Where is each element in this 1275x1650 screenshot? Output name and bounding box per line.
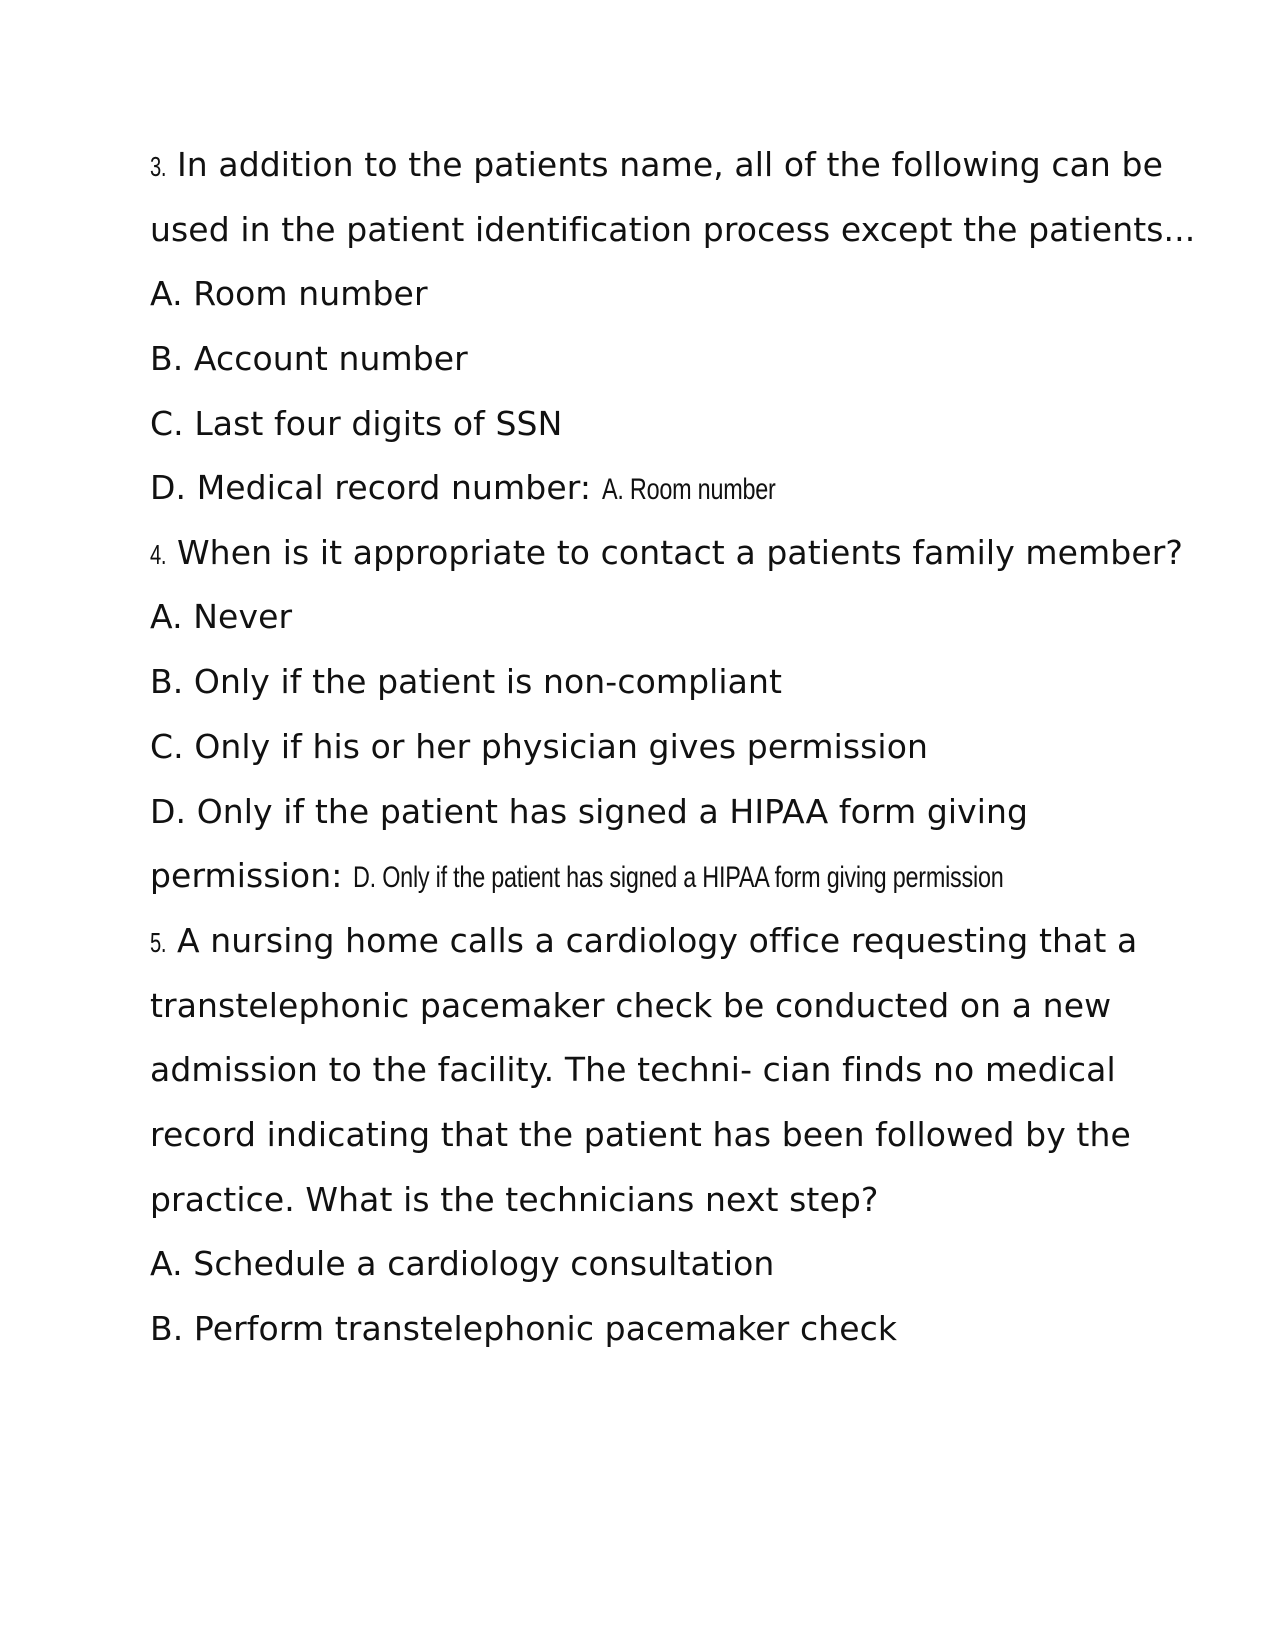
question-3-line-1 (150, 145, 1163, 187)
question-4-answer: D. Only if the patient has signed a HIPAA form giving permission (353, 861, 1004, 894)
question-3-line-2: used in the patient identification process except the patients... (150, 210, 1196, 249)
question-3-option-d: D. Medical record number: (150, 468, 592, 507)
question-4-option-d-cont-row (150, 856, 1187, 898)
question-3-answer: A. Room number (601, 473, 776, 506)
question-4-option-c: C. Only if his or her physician gives permission (150, 727, 928, 766)
question-5-line-1 (150, 921, 1137, 963)
question-4-text: When is it appropriate to contact a patients family member? (176, 533, 1184, 572)
question-3-text: In addition to the patients name, all of the following can be (176, 145, 1163, 184)
question-5-option-b: B. Perform transtelephonic pacemaker check (150, 1309, 898, 1348)
question-4-number: 4. (150, 539, 167, 570)
question-4-option-d-cont: permission: (150, 856, 343, 895)
question-5-line-2: transtelephonic pacemaker check be conducted on a new (150, 986, 1112, 1025)
question-5-number: 5. (150, 927, 167, 958)
question-4-option-b: B. Only if the patient is non-compliant (150, 662, 783, 701)
question-5-line-3: admission to the facility. The techni- cian finds no medical (150, 1050, 1116, 1089)
question-5-line-5: practice. What is the technicians next step? (150, 1180, 879, 1219)
question-4-option-d: D. Only if the patient has signed a HIPAA form giving (150, 792, 1029, 831)
question-5-line-4: record indicating that the patient has been followed by the (150, 1115, 1131, 1154)
question-3-option-b: B. Account number (150, 339, 468, 378)
question-3-option-d-row (150, 468, 824, 510)
question-4-option-a: A. Never (150, 597, 293, 636)
question-5-text: A nursing home calls a cardiology office requesting that a (176, 921, 1138, 960)
question-3-option-a: A. Room number (150, 274, 428, 313)
question-3-number: 3. (150, 151, 167, 182)
question-3-option-c: C. Last four digits of SSN (150, 404, 563, 443)
question-5-option-a: A. Schedule a cardiology consultation (150, 1244, 775, 1283)
question-4-line-1 (150, 533, 1183, 575)
